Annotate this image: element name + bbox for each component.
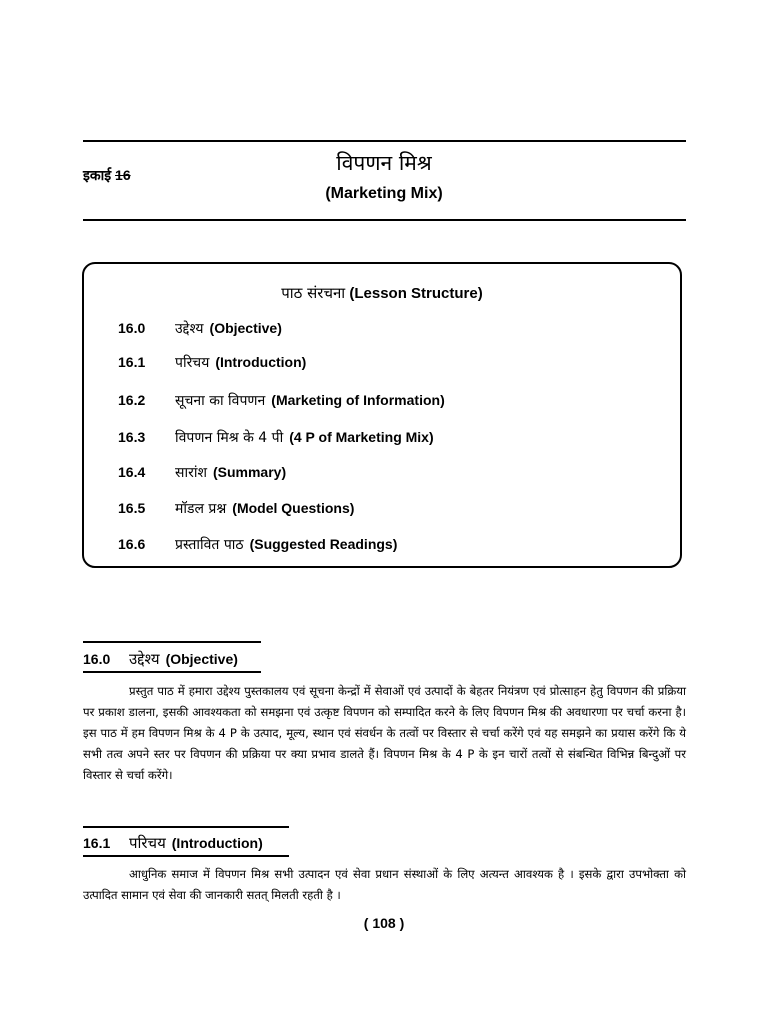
toc-item-number: 16.3 [118, 429, 146, 445]
toc-item-english: (Objective) [209, 320, 282, 336]
section-heading-objective [83, 649, 238, 669]
toc-item-number: 16.1 [118, 354, 146, 370]
section-title-english: (Objective) [165, 651, 238, 667]
unit-number: 16 [115, 167, 131, 183]
toc-item-number: 16.6 [118, 536, 146, 552]
toc-item-english: (Model Questions) [232, 500, 355, 516]
unit-label-text: इकाई [83, 167, 112, 183]
toc-item-number: 16.0 [118, 320, 146, 336]
toc-item [118, 353, 306, 372]
section-heading-rule [83, 641, 261, 643]
toc-item [118, 535, 397, 554]
toc-item-hindi: प्रस्तावित पाठ [175, 537, 244, 553]
section-title-english: (Introduction) [171, 835, 263, 851]
toc-item-english: (Summary) [212, 464, 287, 480]
top-rule [83, 140, 686, 142]
toc-item-english: (4 P of Marketing Mix) [289, 429, 434, 445]
toc-item-english: (Marketing of Information) [271, 392, 445, 408]
chapter-title-hindi: विपणन मिश्र [336, 151, 432, 175]
section-title-hindi: उद्देश्य [129, 650, 160, 668]
chapter-title-english: (Marketing Mix) [325, 185, 443, 202]
toc-item-hindi: सूचना का विपणन [175, 393, 266, 409]
toc-item-hindi: मॉडल प्रश्न [175, 501, 227, 517]
section-heading-rule [83, 671, 261, 673]
section-heading-rule [83, 855, 289, 857]
page-number: ( 108 ) [363, 915, 405, 931]
toc-item-number: 16.2 [118, 392, 146, 408]
toc-item [118, 319, 282, 338]
introduction-paragraph: आधुनिक समाज में विपणन मिश्र सभी उत्पादन एवं सेवा प्रधान संस्थाओं के लिए अत्यन्त आवश्यक है । इसके द्वारा उपभोक्ता को उत्पादित सामान एवं सेवा की जानकारी सतत् मिलती रहती है । [83, 867, 686, 902]
section-number: 16.0 [83, 651, 111, 667]
lesson-structure-title-english: (Lesson Structure) [349, 285, 483, 302]
toc-item [118, 499, 354, 518]
toc-item-hindi: विपणन मिश्र के 4 पी [175, 430, 284, 446]
toc-item-english: (Suggested Readings) [249, 536, 398, 552]
header-bottom-rule [83, 219, 686, 221]
section-title-hindi: परिचय [129, 834, 166, 852]
toc-item-number: 16.5 [118, 500, 146, 516]
section-number: 16.1 [83, 835, 111, 851]
toc-item-hindi: सारांश [175, 465, 207, 481]
objective-paragraph: प्रस्तुत पाठ में हमारा उद्देश्य पुस्तकालय एवं सूचना केन्द्रों में सेवाओं एवं उत्पादों के बेहतर नियंत्रण एवं प्रोत्साहन हेतु विपणन की प्रक्रिया पर प्रकाश डालना, इसकी आवश्यकता को समझना एवं उत्कृष्ट विपणन को सम्पादित करने के लिए विपणन मिश्र की अवधारणा पर चर्चा करना है। इस पाठ में हम विपणन मिश्र के 4 P के उत्पाद, मूल्य, स्थान एवं संवर्धन के तत्वों पर विस्तार से चर्चा करेंगे एवं यह समझने का प्रयास करेंगे कि ये सभी तत्व अपने स्तर पर विपणन की प्रक्रिया पर क्या प्रभाव डालते हैं। विपणन मिश्र के 4 P के इन चारों तत्वों से संबन्धित विभिन्न बिन्दुओं पर विस्तार से चर्चा करेंगे। [83, 684, 686, 782]
section-heading-introduction [83, 833, 263, 853]
lesson-structure-title [84, 283, 680, 303]
toc-item [118, 428, 434, 447]
toc-item [118, 391, 445, 410]
toc-item-hindi: उद्देश्य [175, 321, 204, 337]
toc-item-english: (Introduction) [215, 354, 307, 370]
toc-item [118, 463, 286, 482]
lesson-structure-box [82, 262, 682, 568]
toc-item-number: 16.4 [118, 464, 146, 480]
toc-item-hindi: परिचय [175, 355, 210, 371]
lesson-structure-title-hindi: पाठ संरचना [281, 284, 346, 302]
section-heading-rule [83, 826, 289, 828]
